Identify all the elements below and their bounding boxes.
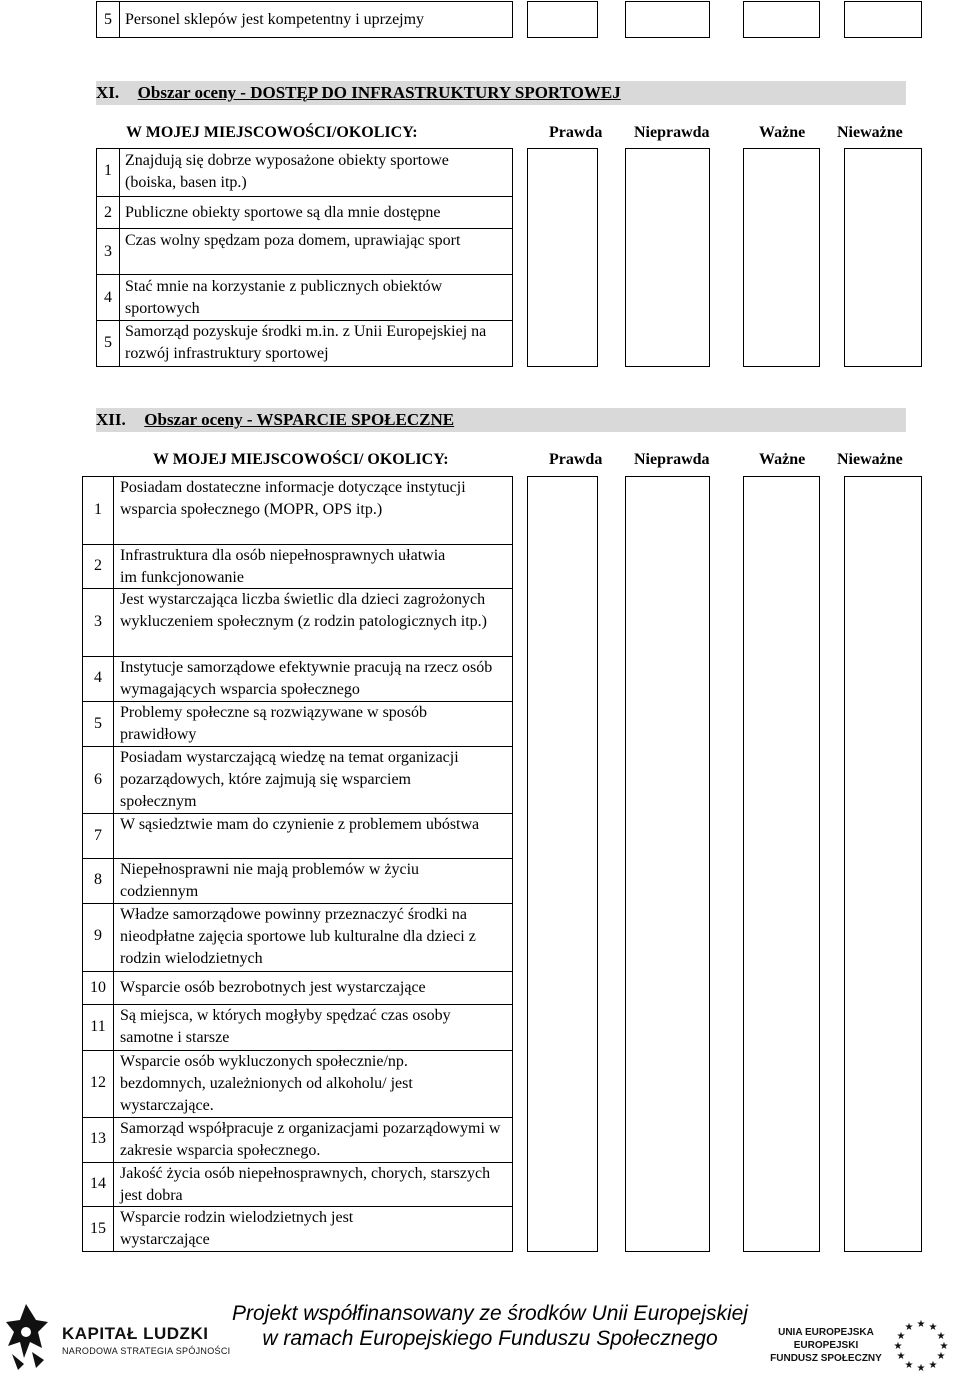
answer-column-nieprawda[interactable] — [625, 476, 710, 1252]
answer-column-prawda[interactable] — [527, 148, 598, 367]
row-text: Samorząd współpracuje z organizacjami pozarządowymi w zakresie wsparcia społecznego. — [120, 1120, 501, 1159]
row-number: 2 — [94, 557, 102, 574]
answer-box-niewazne[interactable] — [844, 1, 922, 38]
svg-text:★: ★ — [904, 1360, 914, 1371]
footer-line-1: Projekt współfinansowany ze środków Unii Europejskiej — [232, 1302, 748, 1325]
svg-text:★: ★ — [936, 1331, 946, 1342]
row-text: Znajdują się dobrze wyposażone obiekty sportowe (boiska, basen itp.) — [125, 152, 449, 191]
row-text: Jakość życia osób niepełnosprawnych, chorych, starszych jest dobra — [120, 1165, 491, 1204]
row-text: Publiczne obiekty sportowe są dla mnie dostępne — [125, 204, 441, 221]
row-text: Stać mnie na korzystanie z publicznych obiektów sportowych — [125, 278, 443, 317]
row-number: 13 — [90, 1130, 106, 1147]
row-text: Czas wolny spędzam poza domem, uprawiając sport — [125, 232, 461, 249]
row-text: Wsparcie rodzin wielodzietnych jest wystarczające — [120, 1209, 354, 1248]
row-number: 1 — [104, 162, 112, 179]
svg-text:★: ★ — [916, 1363, 926, 1374]
row-number: 3 — [104, 243, 112, 260]
svg-text:★: ★ — [896, 1331, 906, 1342]
col-header-prawda: Prawda — [549, 124, 603, 141]
left-logo-title: KAPITAŁ LUDZKI — [62, 1324, 209, 1343]
row-text: Władze samorządowe powinny przeznaczyć środki na nieodpłatne zajęcia sportowe lub kulturalne dla dzieci z rodzin wielodzietnych — [120, 906, 476, 967]
row-text: Problemy społeczne są rozwiązywane w sposób prawidłowy — [120, 704, 428, 743]
row-text: Infrastruktura dla osób niepełnosprawnych ułatwia im funkcjonowanie — [120, 547, 446, 586]
answer-column-wazne[interactable] — [743, 148, 820, 367]
row-number: 2 — [104, 204, 112, 221]
table-header-location: W MOJEJ MIEJSCOWOŚCI/ OKOLICY: — [153, 451, 449, 468]
row-text: Posiadam dostateczne informacje dotyczące instytucji wsparcia społecznego (MOPR, OPS itp.) — [120, 479, 466, 518]
eu-logo-line-2: EUROPEJSKI — [793, 1340, 859, 1351]
row-text: Instytucje samorządowe efektywnie pracują na rzecz osób wymagających wsparcia społecznego — [120, 659, 493, 698]
row-text: W sąsiedztwie mam do czynienie z problemem ubóstwa — [120, 816, 480, 833]
answer-box-wazne[interactable] — [743, 1, 820, 38]
row-text: Jest wystarczająca liczba świetlic dla dzieci zagrożonych wykluczeniem społecznym (z rodzin patologicznych itp.) — [120, 591, 487, 630]
row-number: 5 — [104, 11, 112, 28]
eu-logo-line-3: FUNDUSZ SPOŁECZNY — [770, 1353, 882, 1364]
answer-box-nieprawda[interactable] — [625, 1, 710, 38]
section-xi-heading — [96, 81, 906, 105]
col-header-niewazne: Nieważne — [837, 124, 903, 141]
svg-text:★: ★ — [939, 1341, 949, 1352]
row-text: Samorząd pozyskuje środki m.in. z Unii Europejskiej na rozwój infrastruktury sportowej — [125, 323, 487, 362]
row-number: 6 — [94, 771, 102, 788]
svg-text:★: ★ — [904, 1322, 914, 1333]
col-header-prawda: Prawda — [549, 451, 603, 468]
svg-text:★: ★ — [928, 1360, 938, 1371]
answer-box-prawda[interactable] — [527, 1, 598, 38]
answer-column-niewazne[interactable] — [844, 148, 922, 367]
row-text: Personel sklepów jest kompetentny i uprzejmy — [125, 11, 425, 28]
left-logo-subtitle: NARODOWA STRATEGIA SPÓJNOŚCI — [62, 1346, 231, 1356]
row-number: 3 — [94, 613, 102, 630]
row-number: 4 — [104, 289, 112, 306]
row-number: 1 — [94, 501, 102, 518]
row-number: 11 — [90, 1018, 106, 1035]
col-header-wazne: Ważne — [759, 124, 806, 141]
col-header-wazne: Ważne — [759, 451, 806, 468]
answer-column-nieprawda[interactable] — [625, 148, 710, 367]
table-header-location: W MOJEJ MIEJSCOWOŚCI/OKOLICY: — [126, 124, 418, 141]
svg-text:★: ★ — [893, 1341, 903, 1352]
section-title: Obszar oceny - DOSTĘP DO INFRASTRUKTURY SPORTOWEJ — [137, 83, 621, 102]
section-title: Obszar oceny - WSPARCIE SPOŁECZNE — [144, 410, 455, 429]
row-number: 7 — [94, 827, 102, 844]
col-header-nieprawda: Nieprawda — [634, 124, 710, 141]
row-number: 10 — [90, 979, 106, 996]
answer-column-wazne[interactable] — [743, 476, 820, 1252]
row-number: 5 — [104, 334, 112, 351]
section-xii-heading — [96, 408, 906, 432]
section-roman: XII. — [96, 410, 126, 429]
col-header-nieprawda: Nieprawda — [634, 451, 710, 468]
row-number: 9 — [94, 927, 102, 944]
svg-text:★: ★ — [896, 1351, 906, 1362]
row-number: 8 — [94, 871, 102, 888]
row-number: 14 — [90, 1175, 106, 1192]
eu-logo-line-1: UNIA EUROPEJSKA — [778, 1327, 874, 1338]
row-number: 4 — [94, 669, 102, 686]
row-text: Wsparcie osób bezrobotnych jest wystarczające — [120, 979, 426, 996]
row-text: Są miejsca, w których mogłyby spędzać czas osoby samotne i starsze — [120, 1007, 451, 1046]
row-number: 5 — [94, 715, 102, 732]
section-roman: XI. — [96, 83, 120, 102]
row-text: Posiadam wystarczającą wiedzę na temat organizacji pozarządowych, które zajmują się wsparciem społecznym — [120, 749, 459, 810]
row-number: 15 — [90, 1220, 106, 1237]
col-header-niewazne: Nieważne — [837, 451, 903, 468]
row-text: Niepełnosprawni nie mają problemów w życiu codziennym — [120, 861, 420, 900]
kapital-ludzki-logo-icon — [4, 1302, 50, 1372]
footer-line-2: w ramach Europejskiego Funduszu Społecznego — [262, 1327, 718, 1350]
svg-text:★: ★ — [928, 1322, 938, 1333]
eu-stars-icon — [892, 1316, 950, 1374]
row-number: 12 — [90, 1074, 106, 1091]
eu-logo-text — [766, 1326, 886, 1365]
svg-text:★: ★ — [936, 1351, 946, 1362]
svg-text:★: ★ — [916, 1319, 926, 1330]
answer-column-prawda[interactable] — [527, 476, 598, 1252]
answer-column-niewazne[interactable] — [844, 476, 922, 1252]
row-text: Wsparcie osób wykluczonych społecznie/np. bezdomnych, uzależnionych od alkoholu/ jest wystarczające. — [120, 1053, 413, 1114]
